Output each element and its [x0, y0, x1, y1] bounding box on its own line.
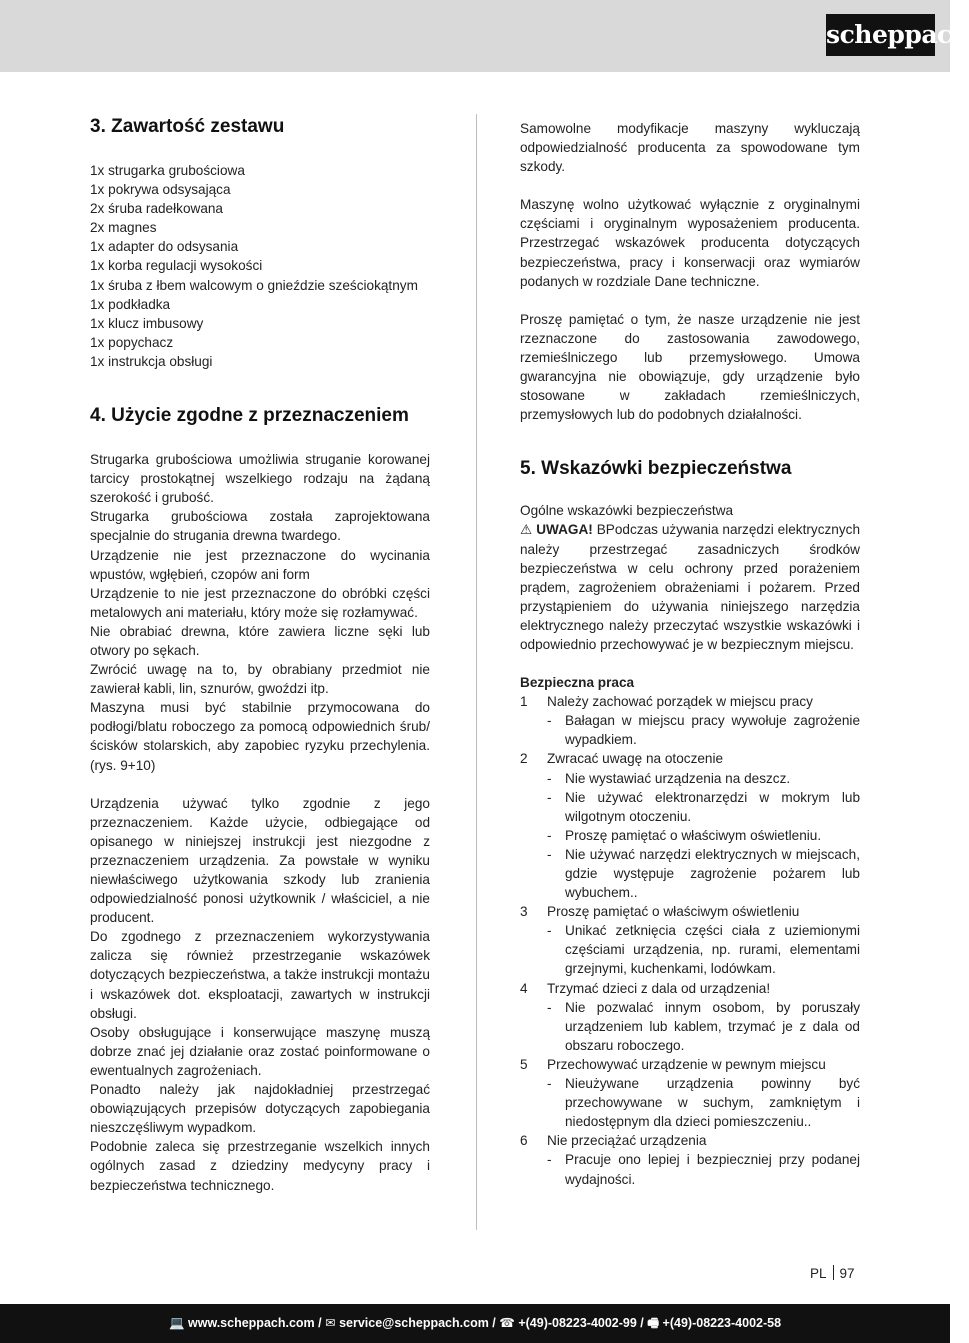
sub-item: - Unikać zetknięcia części ciała z uziemionymi częściami urządzenia, np. rurami, elementami grzejnymi, kuchenkami, lodówkam.	[547, 923, 860, 977]
list-item: 2x śruba radełkowana	[90, 201, 223, 217]
paragraph: Urządzenie to nie jest przeznaczone do obróbki części metalowych ani materiału, który może się rozłamywać.	[90, 585, 430, 620]
section-3-title: Zawartość zestawu	[111, 116, 285, 137]
sub-item: - Nie używać narzędzi elektrycznych w miejscach, gdzie występuje zagrożenie pożarem lub wybuchem..	[547, 846, 860, 901]
section-5-heading	[520, 456, 860, 482]
warning-label: UWAGA!	[536, 522, 593, 538]
paragraph: Maszynę wolno użytkować wyłącznie z oryginalnymi częściami i oryginalnym wyposażeniem producenta. Przestrzegać wskazówek producenta dotyczących bezpieczeństwa, pracy i konserwacji oraz wymiarów podanych w rozdziale Dane techniczne.	[520, 197, 860, 289]
list-item: 1x pokrywa odsysająca	[90, 182, 231, 198]
section-5-number: 5.	[520, 458, 536, 480]
paragraph: Osoby obsługujące i konserwujące maszynę muszą dobrze znać jej działanie oraz zostać poinformowane o ewentualnych zagrożeniach.	[90, 1024, 430, 1078]
sub-item: - Bałagan w miejscu pracy wywołuje zagrożenie wypadkiem.	[547, 713, 860, 748]
sub-item: - Nie pozwalać innym osobom, by poruszały urządzeniem lub kablem, trzymać je z dala od obszaru roboczego.	[547, 999, 860, 1053]
list-item: 4 Trzymać dzieci z dala od urządzenia!	[520, 980, 771, 996]
paragraph: Zwrócić uwagę na to, by obrabiany przedmiot nie zawierał kabli, lin, sznurów, gwoździ itp.	[90, 662, 430, 697]
left-column	[90, 114, 430, 1195]
page-number-value: 97	[839, 1266, 855, 1281]
paragraph: Proszę pamiętać o tym, że nasze urządzenie nie jest rzeznaczone do zastosowania zawodowego, rzemieślniczego lub przemysłowego. Umowa gwarancyjna nie obowiązuje, gdy urządzenie było stosowane w zakładach rzemieślniczych, przemysłowych lub do podobnych działalności.	[520, 311, 860, 423]
paragraph: Nie obrabiać drewna, które zawiera liczne sęki lub otwory po sękach.	[90, 623, 430, 658]
warning-icon: ⚠	[520, 522, 533, 538]
scheppach-logo: scheppach	[826, 14, 935, 56]
page-language: PL	[810, 1266, 827, 1281]
kit-contents-list	[90, 161, 430, 371]
right-column	[520, 119, 860, 1189]
warning-text: BPodczas używania narzędzi elektrycznych należy przestrzegać zasadniczych środków bezpieczeństwa w celu ochrony przed porażeniem prądem, zagrożeniem obrażeniami i pożarem. Przed przystąpieniem do używania niniejszego narzędzia elektrycznego należy przeczytać wszystkie wskazówki i odpowiednio przechowywać je w bezpiecznym miejscu.	[520, 522, 861, 652]
header-bar	[0, 0, 969, 72]
fax-icon: 🖷	[647, 1316, 660, 1330]
list-item: 1x klucz imbusowy	[90, 315, 204, 331]
footer-bar	[0, 1304, 950, 1343]
section-4-heading	[90, 403, 430, 429]
section-3-number: 3.	[90, 116, 106, 137]
phone-icon: ☎	[499, 1316, 515, 1330]
list-item: 1x strugarka grubościowa	[90, 163, 245, 178]
list-item: 1x instrukcja obsługi	[90, 353, 213, 369]
safe-work-heading: Bezpieczna praca	[520, 675, 635, 691]
paragraph: Strugarka grubościowa została zaprojektowana specjalnie do strugania drewna twardego.	[90, 509, 430, 544]
list-item: 3 Proszę pamiętać o właściwym oświetleniu	[520, 904, 800, 920]
list-item: 1x śruba z łbem walcowym o gnieździe sześciokątnym	[90, 277, 418, 293]
paragraph: Strugarka grubościowa umożliwia struganie korowanej tarcicy prostokątnej wszelkiego rodzaju na żądaną szerokość i grubość.	[90, 452, 430, 506]
paragraph: Samowolne modyfikacje maszyny wykluczają odpowiedzialność producenta za spowodowane tym szkody.	[520, 121, 860, 175]
sub-item: - Nie wystawiać urządzenia na deszcz.	[547, 770, 791, 786]
page-number	[810, 1265, 855, 1281]
list-item: 1x podkładka	[90, 296, 171, 312]
column-divider	[476, 114, 477, 1230]
sub-item: - Pracuje ono lepiej i bezpieczniej przy podanej wydajności.	[547, 1152, 860, 1187]
fax-number: +(49)-08223-4002-58	[662, 1316, 782, 1330]
paragraph: Maszyna musi być stabilnie przymocowana do podłogi/blatu roboczego za pomocą odpowiednich śrub/ścisków stolarskich, aby zapobiec ryzyku przechylenia. (rys. 9+10)	[90, 700, 430, 773]
list-item: 2 Zwracać uwagę na otoczenie	[520, 751, 724, 767]
paragraph: Podobnie zaleca się przestrzeganie wszelkich innych ogólnych zasad z dziedziny medycyny pracy i bezpieczeństwa technicznego.	[90, 1139, 430, 1193]
section-4-title: Użycie zgodne z przeznaczeniem	[111, 405, 409, 427]
list-item: 1x adapter do odsysania	[90, 239, 239, 255]
section-3-heading	[90, 114, 430, 140]
computer-icon: 💻	[168, 1316, 185, 1330]
list-item: 2x magnes	[90, 220, 157, 236]
sub-item: - Nieużywane urządzenia powinny być przechowywane w suchym, zamkniętym i niedostępnym dla dzieci pomieszczeniu..	[547, 1076, 860, 1130]
sub-item: - Proszę pamiętać o właściwym oświetleniu.	[547, 827, 822, 843]
paragraph: Do zgodnego z przeznaczeniem wykorzystywania zalicza się również przestrzeganie wskazówek dotyczących bezpieczeństwa, a także instrukcji montażu i wskazówek dot. eksploatacji, zawartych w instrukcji obsługi.	[90, 929, 430, 1021]
phone-number: +(49)-08223-4002-99 /	[518, 1316, 644, 1330]
list-item: 5 Przechowywać urządzenie w pewnym miejscu	[520, 1056, 826, 1072]
list-item: 6 Nie przeciążać urządzenia	[520, 1133, 707, 1149]
list-item: 1x korba regulacji wysokości	[90, 258, 263, 274]
warning-paragraph	[520, 520, 860, 654]
paragraph: Urządzenia używać tylko zgodnie z jego przeznaczeniem. Każde użycie, odbiegające od opisanego w niniejszej instrukcji jest niezgodne z przeznaczeniem urządzenia. Za powstałe w wyniku niewłaściwego użytkowania szkody lub zranienia odpowiedzialność ponosi użytkownik / właściciel, a nie producent.	[90, 795, 430, 926]
mail-icon: ✉	[325, 1316, 336, 1330]
website-link[interactable]: www.scheppach.com /	[188, 1316, 322, 1330]
section-5-title: Wskazówki bezpieczeństwa	[541, 458, 792, 480]
list-item: 1 Należy zachować porządek w miejscu pracy	[520, 694, 813, 710]
list-item: 1x popychacz	[90, 334, 174, 350]
email-link[interactable]: service@scheppach.com /	[339, 1316, 496, 1330]
sub-item: - Nie używać elektronarzędzi w mokrym lub wilgotnym otoczeniu.	[547, 789, 860, 824]
general-safety-label: Ogólne wskazówki bezpieczeństwa	[520, 503, 734, 519]
paragraph: Ponadto należy jak najdokładniej przestrzegać obowiązujących przepisów dotyczących zapobiegania nieszczęśliwym wypadkom.	[90, 1082, 430, 1136]
section-4-number: 4.	[90, 405, 106, 427]
paragraph: Urządzenie nie jest przeznaczone do wycinania wpustów, wgłębień, czopów ani form	[90, 547, 430, 582]
safe-work-list	[520, 692, 860, 1188]
